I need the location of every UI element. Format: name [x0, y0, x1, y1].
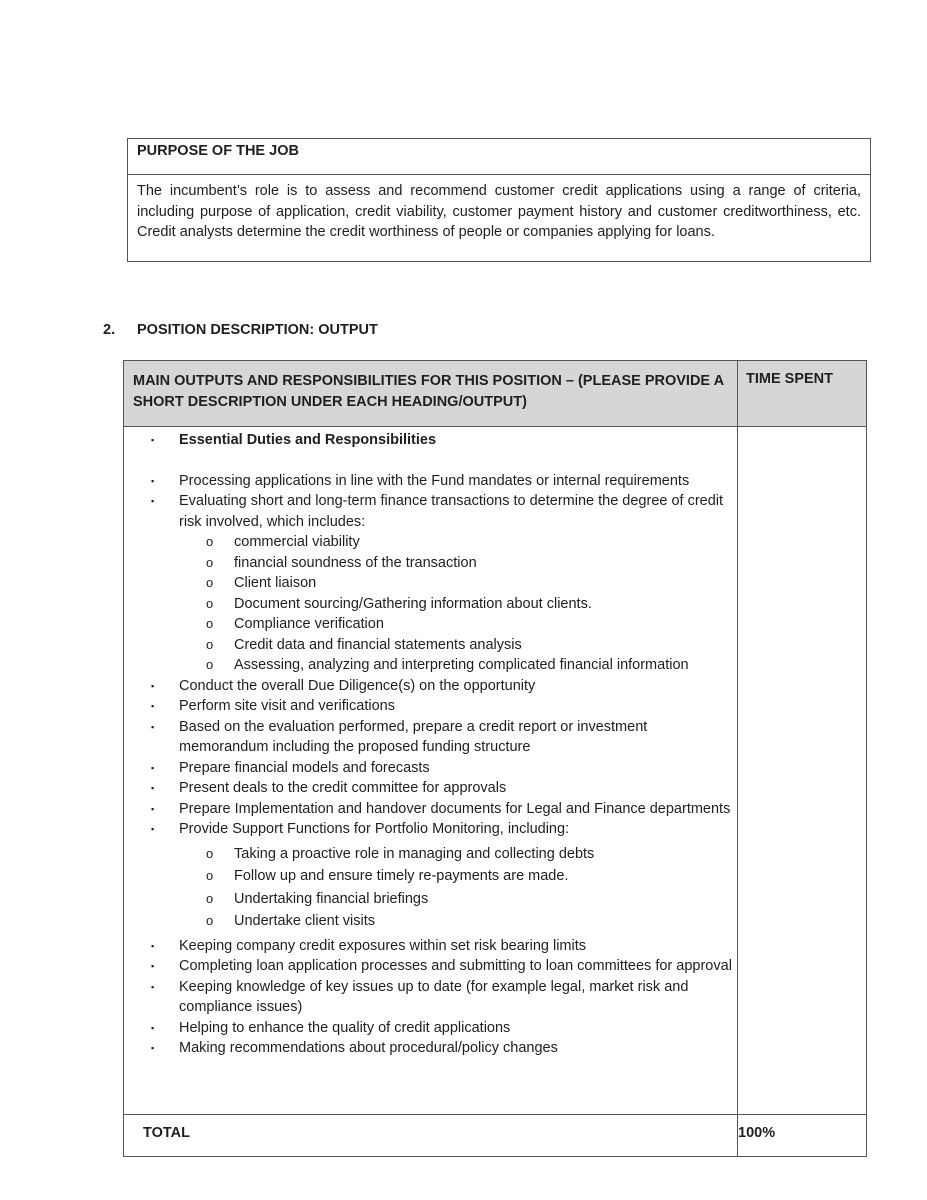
list-item — [124, 1018, 737, 1039]
bullet-icon: ▪ — [151, 701, 155, 711]
list-item — [124, 491, 737, 532]
sub-item-text: Compliance verification — [234, 616, 384, 632]
list-item — [124, 1038, 737, 1059]
table-header-row — [124, 361, 867, 427]
purpose-text: The incumbent’s role is to assess and recommend customer credit applications using a range of criteria, including purpose of application, credit viability, customer payment history and customer creditworthiness, etc. Credit analysts determine the credit worthiness of people or companies applying for loans. — [137, 183, 861, 240]
circle-bullet-icon: o — [206, 554, 214, 570]
bullet-icon: ▪ — [151, 475, 155, 486]
item-text: Perform site visit and verifications — [179, 698, 395, 714]
list-item — [124, 471, 737, 492]
item-text: Helping to enhance the quality of credit applications — [179, 1019, 511, 1036]
item-text: Prepare financial models and forecasts — [179, 759, 430, 776]
purpose-heading: PURPOSE OF THE JOB — [128, 139, 870, 175]
sub-item-text: commercial viability — [234, 534, 360, 550]
bullet-icon: ▪ — [151, 940, 155, 951]
time-spent-cell — [738, 427, 867, 1115]
total-label: TOTAL — [124, 1115, 738, 1157]
purpose-box — [127, 138, 871, 262]
list-item — [124, 758, 737, 779]
list-item — [124, 956, 737, 977]
section-number: 2. — [103, 322, 116, 338]
bullet-icon: ▪ — [151, 824, 155, 834]
sub-list-item — [124, 553, 737, 574]
list-item — [124, 778, 737, 799]
sub-list-item — [124, 655, 737, 676]
total-row — [124, 1115, 867, 1157]
circle-bullet-icon: o — [206, 913, 214, 928]
section-heading — [103, 322, 378, 338]
list-item — [124, 977, 737, 1018]
list-item — [124, 799, 737, 820]
sub-item-text: Credit data and financial statements analysis — [234, 636, 522, 653]
item-text: Keeping knowledge of key issues up to date (for example legal, market risk and compliance issues) — [179, 978, 689, 1015]
sub-list-item — [124, 865, 737, 888]
sub-list-item — [124, 573, 737, 594]
item-text: Keeping company credit exposures within set risk bearing limits — [179, 937, 586, 954]
circle-bullet-icon: o — [206, 616, 214, 631]
bullet-icon: ▪ — [151, 1043, 155, 1053]
item-text: Provide Support Functions for Portfolio Monitoring, including: — [179, 821, 570, 837]
output-table — [123, 360, 867, 1157]
sub-list-item — [124, 910, 737, 933]
item-text: Making recommendations about procedural/policy changes — [179, 1040, 558, 1056]
bullet-icon: ▪ — [151, 803, 155, 814]
sub-list-item — [124, 594, 737, 615]
sub-item-text: financial soundness of the transaction — [234, 554, 477, 571]
circle-bullet-icon: o — [206, 636, 214, 652]
list-item — [124, 819, 737, 840]
essential-duties-heading: Essential Duties and Responsibilities — [179, 432, 437, 448]
item-text: Based on the evaluation performed, prepare a credit report or investment memorandum including the proposed funding structure — [179, 718, 648, 755]
header-time-spent: TIME SPENT — [738, 361, 867, 427]
list-item — [124, 717, 737, 758]
list-item — [124, 936, 737, 957]
sub-list-item — [124, 614, 737, 635]
sub-list-item — [124, 843, 737, 866]
sub-item-text: Assessing, analyzing and interpreting complicated financial information — [234, 657, 689, 673]
bullet-icon: ▪ — [151, 961, 155, 971]
section-title: POSITION DESCRIPTION: OUTPUT — [137, 322, 378, 338]
sub-item-text: Undertake client visits — [234, 913, 376, 929]
circle-bullet-icon: o — [206, 868, 214, 883]
list-item — [124, 696, 737, 717]
circle-bullet-icon: o — [206, 845, 214, 861]
sub-item-text: Follow up and ensure timely re-payments are made. — [234, 868, 569, 884]
item-text: Processing applications in line with the Fund mandates or internal requirements — [179, 472, 690, 489]
circle-bullet-icon: o — [206, 890, 214, 906]
item-text: Conduct the overall Due Diligence(s) on the opportunity — [179, 677, 536, 694]
bullet-icon: ▪ — [151, 721, 155, 732]
circle-bullet-icon: o — [206, 595, 214, 611]
sub-item-text: Client liaison — [234, 575, 317, 591]
item-text: Present deals to the credit committee for approvals — [179, 780, 507, 796]
bullet-icon: ▪ — [151, 762, 155, 773]
bullet-icon: ▪ — [151, 1022, 155, 1033]
header-main-outputs: MAIN OUTPUTS AND RESPONSIBILITIES FOR THIS POSITION – (PLEASE PROVIDE A SHORT DESCRIPTION UNDER EACH HEADING/OUTPUT) — [124, 361, 738, 427]
sub-item-text: Undertaking financial briefings — [234, 890, 429, 907]
sub-list-item — [124, 532, 737, 553]
bullet-icon: ▪ — [151, 680, 155, 691]
bullet-icon: ▪ — [151, 981, 155, 992]
circle-bullet-icon: o — [206, 575, 214, 590]
sub-list-item — [124, 635, 737, 656]
table-body-row — [124, 427, 867, 1115]
bullet-icon: ▪ — [151, 435, 155, 445]
sub-list-item — [124, 888, 737, 911]
item-text: Prepare Implementation and handover documents for Legal and Finance departments — [179, 800, 731, 817]
sub-item-text: Taking a proactive role in managing and collecting debts — [234, 845, 595, 862]
total-value: 100% — [738, 1115, 867, 1157]
list-item — [124, 430, 737, 451]
bullet-icon: ▪ — [151, 496, 155, 506]
item-text: Completing loan application processes and submitting to loan committees for approval — [179, 958, 732, 974]
circle-bullet-icon: o — [206, 534, 214, 549]
list-item — [124, 676, 737, 697]
circle-bullet-icon: o — [206, 657, 214, 672]
item-text: Evaluating short and long-term finance transactions to determine the degree of credit risk involved, which includes: — [179, 493, 724, 530]
responsibilities-list — [124, 427, 738, 1115]
sub-item-text: Document sourcing/Gathering information about clients. — [234, 595, 592, 612]
bullet-icon: ▪ — [151, 783, 155, 793]
